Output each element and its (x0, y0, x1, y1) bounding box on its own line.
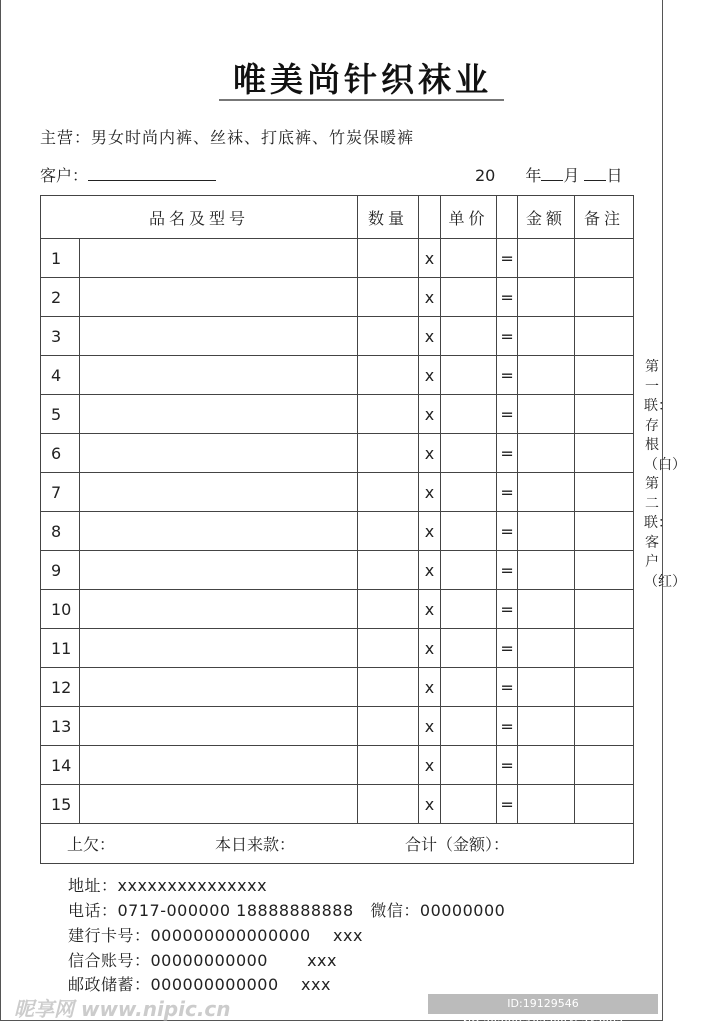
product-cell[interactable] (80, 434, 358, 473)
equals-sign: = (497, 473, 518, 512)
multiply-sign: x (419, 317, 441, 356)
unit-price-cell[interactable] (441, 707, 497, 746)
table-row (41, 746, 634, 785)
row-number: 13 (41, 707, 80, 746)
table-row (41, 317, 634, 356)
equals-sign: = (497, 785, 518, 824)
amount-cell[interactable] (518, 746, 575, 785)
multiply-sign: x (419, 356, 441, 395)
row-number: 2 (41, 278, 80, 317)
unit-price-cell[interactable] (441, 551, 497, 590)
phone: 电话：0717-000000 18888888888 微信：00000000 (68, 901, 506, 920)
header-product: 品名及型号 (41, 196, 358, 239)
equals-sign: = (497, 239, 518, 278)
row-number: 15 (41, 785, 80, 824)
header-quantity: 数量 (358, 196, 419, 239)
multiply-sign: x (419, 239, 441, 278)
quantity-cell[interactable] (358, 434, 419, 473)
multiply-sign: x (419, 785, 441, 824)
date-month: 月 (563, 166, 580, 185)
remarks-cell[interactable] (575, 668, 634, 707)
amount-cell[interactable] (518, 317, 575, 356)
product-cell[interactable] (80, 590, 358, 629)
quantity-cell[interactable] (358, 395, 419, 434)
table-row (41, 551, 634, 590)
equals-sign: = (497, 317, 518, 356)
product-cell[interactable] (80, 668, 358, 707)
quantity-cell[interactable] (358, 551, 419, 590)
unit-price-cell[interactable] (441, 668, 497, 707)
product-cell[interactable] (80, 317, 358, 356)
multiply-sign: x (419, 707, 441, 746)
row-number: 12 (41, 668, 80, 707)
quantity-cell[interactable] (358, 746, 419, 785)
remarks-cell[interactable] (575, 785, 634, 824)
quantity-cell[interactable] (358, 317, 419, 356)
quantity-cell[interactable] (358, 668, 419, 707)
business-scope: 主营：男女时尚内裤、丝袜、打底裤、竹炭保暖裤 (40, 128, 415, 147)
header-spacer (419, 196, 441, 239)
amount-cell[interactable] (518, 785, 575, 824)
unit-price-cell[interactable] (441, 356, 497, 395)
postal-account: 邮政储蓄：000000000000 xxx (68, 975, 331, 994)
paid-today-label: 本日来款： (215, 835, 296, 854)
amount-cell[interactable] (518, 356, 575, 395)
equals-sign: = (497, 434, 518, 473)
quantity-cell[interactable] (358, 590, 419, 629)
customer-blank (88, 167, 216, 181)
unit-price-cell[interactable] (441, 278, 497, 317)
product-cell[interactable] (80, 707, 358, 746)
row-number: 6 (41, 434, 80, 473)
amount-cell[interactable] (518, 629, 575, 668)
date-field (475, 163, 623, 186)
multiply-sign: x (419, 473, 441, 512)
unit-price-cell[interactable] (441, 434, 497, 473)
product-cell[interactable] (80, 356, 358, 395)
table-row (41, 356, 634, 395)
quantity-cell[interactable] (358, 512, 419, 551)
amount-cell[interactable] (518, 551, 575, 590)
ccb-account: 建行卡号：000000000000000 xxx (68, 926, 363, 945)
product-cell[interactable] (80, 746, 358, 785)
copy-note: 第一联：存根（白）第二联：客户（红） (644, 359, 686, 590)
row-number: 11 (41, 629, 80, 668)
remarks-cell[interactable] (575, 590, 634, 629)
equals-sign: = (497, 707, 518, 746)
quantity-cell[interactable] (358, 707, 419, 746)
unit-price-cell[interactable] (441, 395, 497, 434)
unit-price-cell[interactable] (441, 629, 497, 668)
table-footer (41, 824, 634, 864)
owed-label: 上欠： (67, 835, 116, 854)
table-row (41, 395, 634, 434)
table-row (41, 629, 634, 668)
remarks-cell[interactable] (575, 278, 634, 317)
row-number: 1 (41, 239, 80, 278)
row-number: 9 (41, 551, 80, 590)
multiply-sign: x (419, 590, 441, 629)
multiply-sign: x (419, 434, 441, 473)
quantity-cell[interactable] (358, 785, 419, 824)
multiply-sign: x (419, 746, 441, 785)
row-number: 5 (41, 395, 80, 434)
xinhe-account: 信合账号：00000000000 xxx (68, 951, 337, 970)
amount-cell[interactable] (518, 512, 575, 551)
remarks-cell[interactable] (575, 512, 634, 551)
amount-cell[interactable] (518, 278, 575, 317)
unit-price-cell[interactable] (441, 785, 497, 824)
multiply-sign: x (419, 278, 441, 317)
unit-price-cell[interactable] (441, 239, 497, 278)
header-amount: 金额 (518, 196, 575, 239)
equals-sign: = (497, 278, 518, 317)
row-number: 14 (41, 746, 80, 785)
day-blank (584, 167, 606, 181)
customer-field (40, 163, 216, 186)
table-row (41, 434, 634, 473)
equals-sign: = (497, 512, 518, 551)
row-number: 8 (41, 512, 80, 551)
total-label: 合计（金额）： (405, 835, 510, 854)
row-number: 3 (41, 317, 80, 356)
date-year: 年 (525, 166, 542, 185)
row-number: 4 (41, 356, 80, 395)
unit-price-cell[interactable] (441, 590, 497, 629)
unit-price-cell[interactable] (441, 746, 497, 785)
equals-sign: = (497, 746, 518, 785)
amount-cell[interactable] (518, 395, 575, 434)
watermark-id: ID:19129546 NO:20200610230945343083 (428, 994, 658, 1014)
table-row (41, 590, 634, 629)
equals-sign: = (497, 356, 518, 395)
amount-cell[interactable] (518, 668, 575, 707)
table-header (41, 196, 634, 239)
month-blank (541, 167, 563, 181)
amount-cell[interactable] (518, 434, 575, 473)
remarks-cell[interactable] (575, 239, 634, 278)
quantity-cell[interactable] (358, 239, 419, 278)
unit-price-cell[interactable] (441, 512, 497, 551)
remarks-cell[interactable] (575, 473, 634, 512)
table-row (41, 707, 634, 746)
quantity-cell[interactable] (358, 278, 419, 317)
date-year-prefix: 20 (475, 166, 496, 185)
header-remarks: 备注 (575, 196, 634, 239)
equals-sign: = (497, 629, 518, 668)
multiply-sign: x (419, 551, 441, 590)
product-cell[interactable] (80, 239, 358, 278)
equals-sign: = (497, 668, 518, 707)
multiply-sign: x (419, 629, 441, 668)
quantity-cell[interactable] (358, 356, 419, 395)
table-row (41, 668, 634, 707)
remarks-cell[interactable] (575, 746, 634, 785)
table-row (41, 278, 634, 317)
amount-cell[interactable] (518, 473, 575, 512)
amount-cell[interactable] (518, 590, 575, 629)
table-row (41, 239, 634, 278)
date-day: 日 (606, 166, 623, 185)
amount-cell[interactable] (518, 707, 575, 746)
quantity-cell[interactable] (358, 629, 419, 668)
product-cell[interactable] (80, 629, 358, 668)
remarks-cell[interactable] (575, 395, 634, 434)
footer-cell (41, 824, 634, 864)
header-unit-price: 单价 (441, 196, 497, 239)
unit-price-cell[interactable] (441, 473, 497, 512)
equals-sign: = (497, 395, 518, 434)
equals-sign: = (497, 590, 518, 629)
header-spacer (497, 196, 518, 239)
address: 地址：xxxxxxxxxxxxxxx (68, 876, 268, 895)
remarks-cell[interactable] (575, 356, 634, 395)
product-cell[interactable] (80, 278, 358, 317)
remarks-cell[interactable] (575, 551, 634, 590)
product-cell[interactable] (80, 395, 358, 434)
customer-label: 客户： (40, 166, 89, 185)
unit-price-cell[interactable] (441, 317, 497, 356)
title-underline (219, 99, 504, 101)
remarks-cell[interactable] (575, 317, 634, 356)
amount-cell[interactable] (518, 239, 575, 278)
product-cell[interactable] (80, 551, 358, 590)
multiply-sign: x (419, 512, 441, 551)
table-row (41, 512, 634, 551)
row-number: 10 (41, 590, 80, 629)
multiply-sign: x (419, 395, 441, 434)
equals-sign: = (497, 551, 518, 590)
product-cell[interactable] (80, 512, 358, 551)
order-table (40, 195, 634, 864)
remarks-cell[interactable] (575, 707, 634, 746)
company-title: 唯美尚针织袜业 (233, 60, 492, 99)
product-cell[interactable] (80, 785, 358, 824)
remarks-cell[interactable] (575, 434, 634, 473)
table-row (41, 785, 634, 824)
product-cell[interactable] (80, 473, 358, 512)
multiply-sign: x (419, 668, 441, 707)
table-row (41, 473, 634, 512)
quantity-cell[interactable] (358, 473, 419, 512)
remarks-cell[interactable] (575, 629, 634, 668)
row-number: 7 (41, 473, 80, 512)
watermark-logo: 昵享网 www.nipic.cn (14, 997, 231, 1021)
